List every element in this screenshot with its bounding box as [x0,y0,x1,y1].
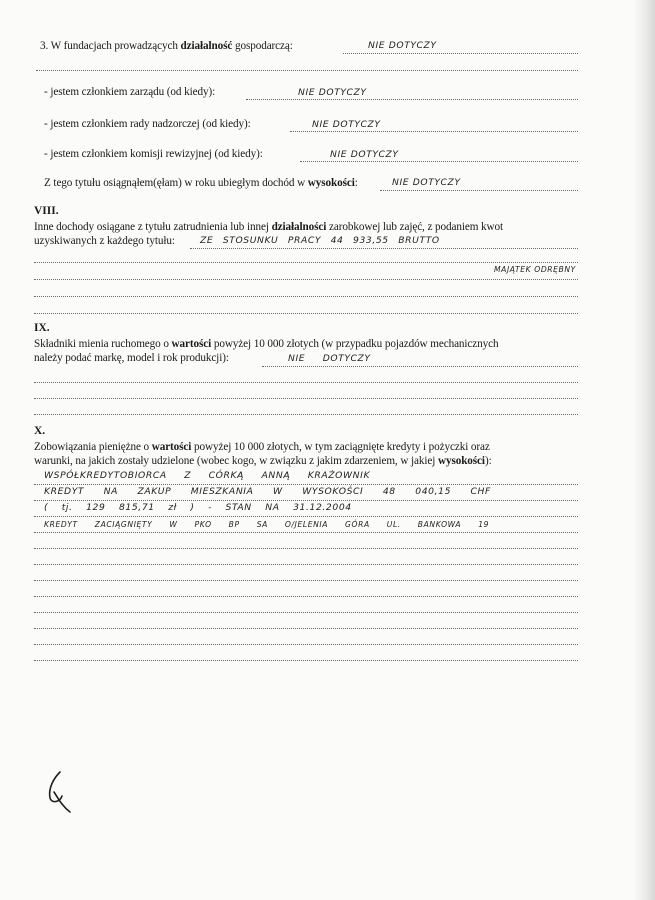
section8-line1: Inne dochody osiągane z tytułu zatrudnienia lub innej działalności zarobkowej lub zajęć, z podaniem kwot [34,221,504,233]
dotted-line [34,414,578,415]
fundacje-answer: NIE DOTYCZY [368,40,437,51]
dotted-line [34,382,578,383]
dotted-line [34,628,578,629]
zarzad-label: - jestem członkiem zarządu (od kiedy): [44,86,216,98]
section10-line2: warunki, na jakich zostały udzielone (wobec kogo, w związku z jakim zdarzeniem, w jakiej wysokości): [34,455,492,467]
signature-icon [40,768,80,816]
dotted-line [34,564,578,565]
dotted-line [34,516,578,517]
dotted-line [36,70,578,71]
dotted-line [34,279,578,280]
section10-answer-3: ( tj. 129 815,71 zł ) - STAN NA 31.12.2004 [44,502,352,513]
dotted-line [290,131,578,132]
dotted-line [34,484,578,485]
section-heading-viii: VIII. [34,205,59,217]
dotted-line [343,53,578,54]
dotted-line [246,99,578,100]
dotted-line [34,612,578,613]
section9-line2: należy podać markę, model i rok produkcji): [34,352,229,364]
section8-line2: uzyskiwanych z każdego tytułu: [34,235,175,247]
dotted-line [34,262,578,263]
dotted-line [34,548,578,549]
dotted-line [34,532,578,533]
section10-answer-1: WSPÓŁKREDYTOBIORCA Z CÓRKĄ ANNĄ KRAŻOWNIK [44,470,371,481]
rada-label: - jestem członkiem rady nadzorczej (od kiedy): [44,118,251,130]
komisja-label: - jestem członkiem komisji rewizyjnej (od kiedy): [44,148,263,160]
section10-line1: Zobowiązania pieniężne o wartości powyżej 10 000 złotych, w tym zaciągnięte kredyty i pożyczki oraz [34,441,490,453]
dotted-line [34,398,578,399]
dotted-line [34,500,578,501]
rada-answer: NIE DOTYCZY [312,119,381,130]
dotted-line [190,248,578,249]
dotted-line [34,296,578,297]
section9-answer: NIE DOTYCZY [288,353,371,364]
komisja-answer: NIE DOTYCZY [330,149,399,160]
dochod-answer: NIE DOTYCZY [392,177,461,188]
dotted-line [34,660,578,661]
dotted-line [34,580,578,581]
section-heading-x: X. [34,425,46,437]
zarzad-answer: NIE DOTYCZY [298,87,367,98]
section10-answer-2: KREDYT NA ZAKUP MIESZKANIA W WYSOKOŚCI 48 040,15 CHF [44,486,491,497]
fundacje-label: 3. W fundacjach prowadzących działalność gospodarczą: [40,40,293,52]
section10-answer-4: KREDYT ZACIĄGNIĘTY W PKO BP SA O/JELENIA GÓRA UL. BANKOWA 19 [44,520,490,529]
section8-answer-2: MAJĄTEK ODRĘBNY [494,265,576,274]
dotted-line [34,644,578,645]
scan-shadow [633,0,655,900]
dotted-line [34,596,578,597]
section8-answer-1: ZE STOSUNKU PRACY 44 933,55 BRUTTO [200,235,440,246]
dotted-line [300,161,578,162]
section9-line1: Składniki mienia ruchomego o wartości powyżej 10 000 złotych (w przypadku pojazdów mechanicznych [34,338,499,350]
dotted-line [380,190,578,191]
section-heading-ix: IX. [34,322,50,334]
dotted-line [262,366,578,367]
dotted-line [34,313,578,314]
dochod-label: Z tego tytułu osiągnąłem(ęłam) w roku ubiegłym dochód w wysokości: [44,177,358,189]
